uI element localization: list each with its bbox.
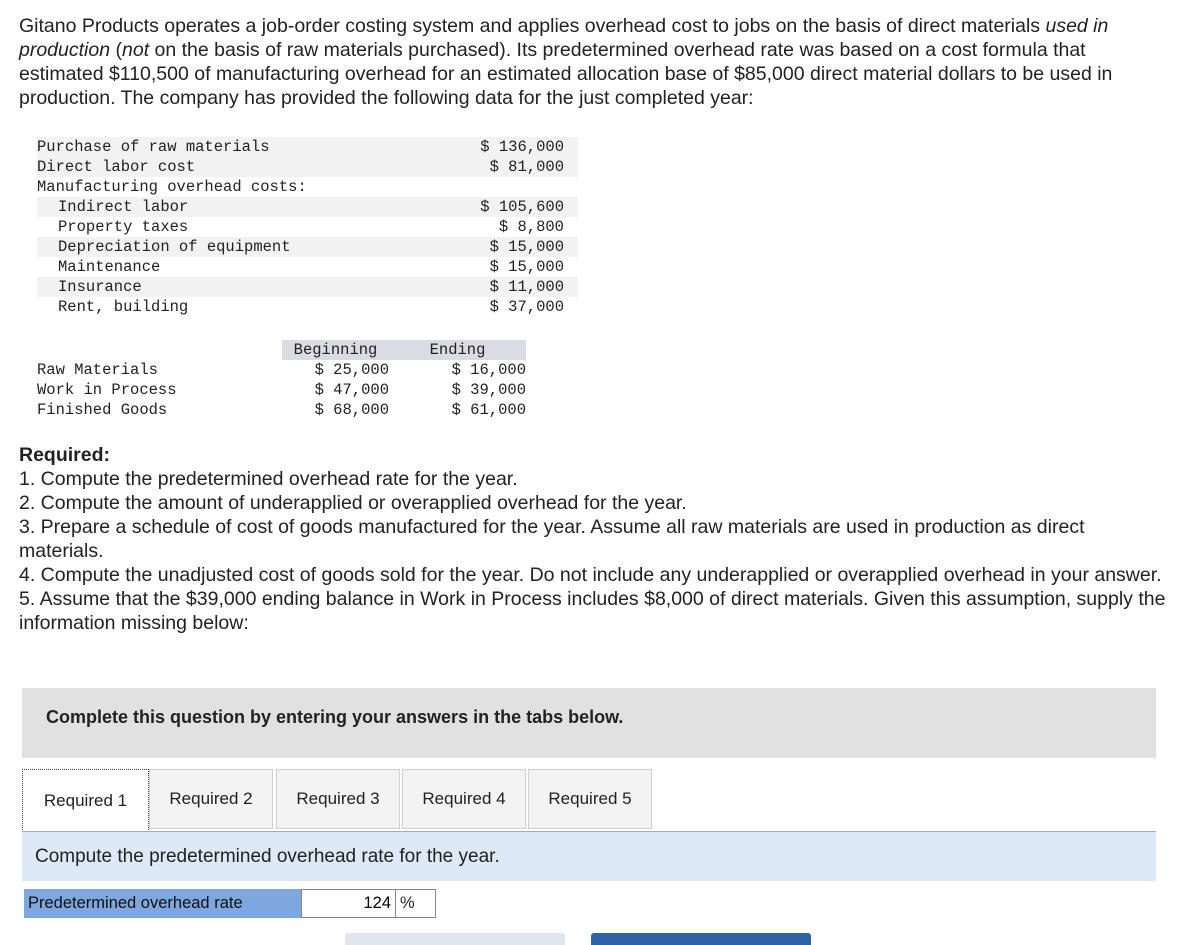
cost-data-table <box>37 137 578 317</box>
cost-label: Direct labor cost <box>37 157 434 177</box>
table-row <box>37 400 526 420</box>
inventory-table <box>37 340 526 420</box>
table-row <box>37 157 578 177</box>
inventory-label: Finished Goods <box>37 401 168 419</box>
cost-label: Depreciation of equipment <box>37 237 434 257</box>
inventory-ending: $ 61,000 <box>451 401 526 419</box>
table-row <box>37 360 526 380</box>
inventory-header-beginning: Beginning <box>282 340 389 360</box>
cost-amount: $ 37,000 <box>489 298 564 316</box>
cost-label: Purchase of raw materials <box>37 137 434 157</box>
inventory-label: Raw Materials <box>37 361 158 379</box>
cost-amount: $ 11,000 <box>434 277 578 297</box>
overhead-rate-input[interactable] <box>301 889 396 918</box>
inventory-label: Work in Process <box>37 381 177 399</box>
cost-label: Manufacturing overhead costs: <box>37 178 307 196</box>
panel-instruction: Compute the predetermined overhead rate for the year. <box>35 846 500 867</box>
tab-required-5[interactable]: Required 5 <box>528 769 652 829</box>
table-row <box>37 297 578 317</box>
cost-label: Insurance <box>37 277 434 297</box>
cost-amount: $ 105,600 <box>434 197 578 217</box>
table-row <box>37 217 578 237</box>
inventory-header-blank <box>37 340 282 360</box>
cost-amount: $ 136,000 <box>434 137 578 157</box>
tab-required-4[interactable]: Required 4 <box>402 769 526 829</box>
prev-button[interactable] <box>345 933 565 945</box>
table-header-row <box>37 340 526 360</box>
inventory-ending: $ 16,000 <box>451 361 526 379</box>
cost-label: Rent, building <box>58 298 189 316</box>
required-title: Required: <box>19 444 111 466</box>
problem-intro <box>19 14 1169 110</box>
tab-required-1[interactable]: Required 1 <box>22 769 149 832</box>
table-row <box>37 257 578 277</box>
table-row <box>37 177 578 197</box>
instructions-banner <box>22 688 1156 758</box>
required-item-1: 1. Compute the predetermined overhead rate for the year. <box>19 468 518 490</box>
answer-label: Predetermined overhead rate <box>24 889 301 918</box>
intro-paren: ( <box>110 39 122 61</box>
intro-text-2: on the basis of raw materials purchased). Its predetermined overhead rate was based on a cost formula that estimated $110,500 of manufacturing overhead for an estimated allocation base of $85,000 direct material dollars to be used in production. The company has provided the following data for the just completed year: <box>19 39 1113 109</box>
table-row <box>37 380 526 400</box>
intro-text-1: Gitano Products operates a job-order costing system and applies overhead cost to jobs on the basis of direct materials <box>19 15 1041 37</box>
cost-amount: $ 8,800 <box>498 218 564 236</box>
required-item-3: 3. Prepare a schedule of cost of goods manufactured for the year. Assume all raw materials are used in production as direct materials. <box>19 516 1085 562</box>
inventory-beginning: $ 68,000 <box>314 401 389 419</box>
required-section <box>19 443 1169 635</box>
table-row <box>37 137 578 157</box>
required-item-5: 5. Assume that the $39,000 ending balance in Work in Process includes $8,000 of direct materials. Given this assumption, supply the information missing below: <box>19 588 1166 634</box>
cost-amount: $ 15,000 <box>434 237 578 257</box>
banner-text: Complete this question by entering your answers in the tabs below. <box>46 707 624 727</box>
inventory-beginning: $ 25,000 <box>314 361 389 379</box>
tab-panel-header <box>22 831 1156 881</box>
percent-unit: % <box>396 889 436 918</box>
intro-italic-used-in-production: used in production <box>19 15 1109 61</box>
inventory-header-ending: Ending <box>389 340 526 360</box>
cost-label: Maintenance <box>58 258 161 276</box>
required-item-2: 2. Compute the amount of underapplied or overapplied overhead for the year. <box>19 492 687 514</box>
cost-amount: $ 15,000 <box>489 258 564 276</box>
next-button[interactable] <box>591 933 811 945</box>
cost-label: Indirect labor <box>37 197 434 217</box>
cost-amount <box>434 177 578 197</box>
required-item-4: 4. Compute the unadjusted cost of goods sold for the year. Do not include any underapplied or overapplied overhead in your answer. <box>19 564 1162 586</box>
table-row <box>37 197 578 217</box>
tab-required-3[interactable]: Required 3 <box>276 769 400 829</box>
tab-required-2[interactable]: Required 2 <box>149 769 273 829</box>
inventory-beginning: $ 47,000 <box>314 381 389 399</box>
table-row <box>37 277 578 297</box>
table-row <box>37 237 578 257</box>
inventory-ending: $ 39,000 <box>451 381 526 399</box>
intro-italic-not: not <box>122 39 150 61</box>
cost-label: Property taxes <box>58 218 189 236</box>
cost-amount: $ 81,000 <box>434 157 578 177</box>
